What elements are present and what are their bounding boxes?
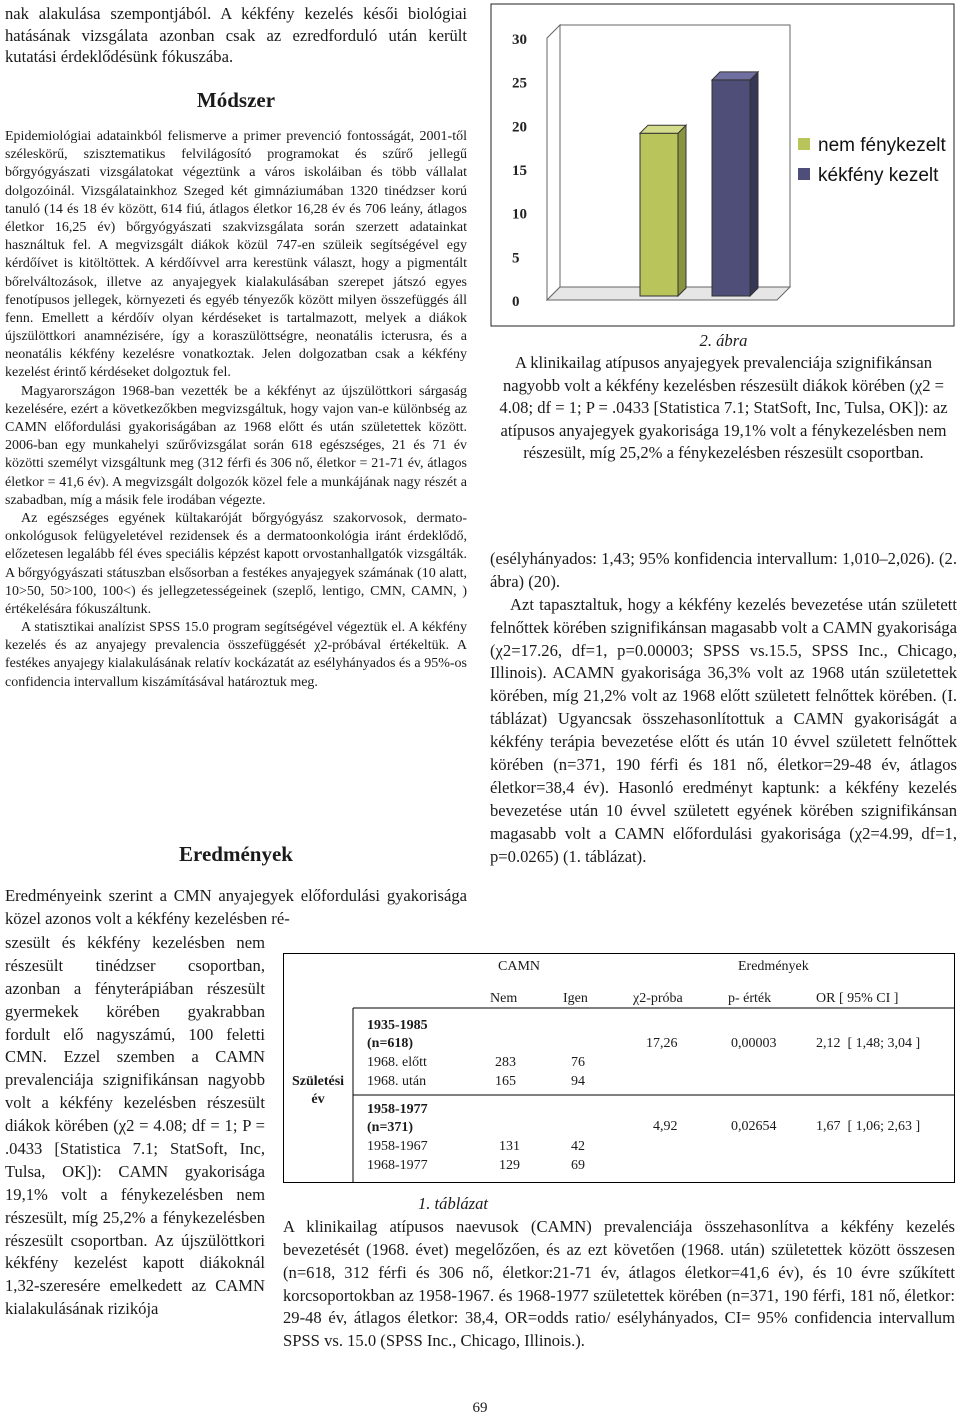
group2-or: 1,67 [ 1,06; 2,63 ] <box>816 1119 921 1134</box>
bar-kekfeny-kezelt <box>712 80 750 296</box>
figure-caption-text: A klinikailag atípusos anyajegyek prevalenciája szignifikánsan nagyobb volt a kékfény kezelésben részesült diákok körében (χ2 = 4.08; df = 1; P = .0433 [Statistica 7.1; StatSoft, Inc, Tulsa, OK]): az atípusos anyajegyek gyakorisága 19,1% volt a fénykezelésben nem részesült, míg 25,2% a fénykezelésben részesült csoportban. <box>499 353 948 462</box>
methods-heading: Módszer <box>196 88 276 112</box>
bar-top-kekfeny-kezelt <box>712 72 758 80</box>
y-tick-label: 25 <box>512 75 527 92</box>
chart-svg <box>490 3 955 327</box>
bar-side-kekfeny-kezelt <box>750 72 758 296</box>
group2-chi: 4,92 <box>653 1119 678 1134</box>
methods-paragraph-4: A statisztikai analízist SPSS 15.0 program segítségével végeztük el. A kékfény kezelés és az anyajegy prevalencia összefüggését χ2-próbával értékeltük. A festékes anyajegy kialakulásának relatív kockázatát az esélyhányados és a 95%-os confidencia intervallum kiszámításával határoztuk meg. <box>5 620 467 690</box>
group2-row1-nem: 131 <box>499 1139 520 1154</box>
figure-caption-label: 2. ábra <box>699 331 748 350</box>
table-caption <box>283 1193 955 1353</box>
right-paragraph-1: (esélyhányados: 1,43; 95% konfidencia intervallum: 1,010–2,026). (2. ábra) (20). <box>490 549 957 591</box>
methods-section <box>5 128 467 692</box>
legend-swatch <box>798 168 810 180</box>
group1-row1-igen: 76 <box>571 1055 585 1070</box>
results-table <box>283 953 955 1183</box>
legend-label: nem fénykezelt <box>818 135 946 156</box>
group1-or: 2,12 [ 1,48; 3,04 ] <box>816 1036 921 1051</box>
group2-row1-label: 1958-1967 <box>367 1139 428 1154</box>
y-tick-label: 20 <box>512 119 527 136</box>
group1-p: 0,00003 <box>731 1036 777 1051</box>
y-tick-label: 10 <box>512 206 527 223</box>
y-tick-label: 30 <box>512 32 527 48</box>
group1-row1-label: 1968. előtt <box>367 1055 427 1070</box>
legend-label: kékfény kezelt <box>818 165 939 186</box>
figure-caption <box>490 330 957 464</box>
intro-text: nak alakulása szempontjából. A kékfény kezelés késői biológiai hatásának vizsgálata azonban csak az ezredforduló után került kutatási érdeklődésünk fókuszába. <box>5 4 467 67</box>
results-narrow-text: szesült és kékfény kezelésben nem részesült tinédzser csoportban, azonban a fényterápiában részesült gyermekek körében gyakrabban fordult elő nagyszámú, 100 feletti CMN. Ezzel szemben a CAMN prevalenciája szignifikánsan nagyobb volt a kékfény kezelésben részesült diákok körében (χ2 = 4.08; df = 1; P = .0433 [Statistica 7.1; StatSoft, Inc, Tulsa, OK]): CAMN gyakorisága 19,1% volt a fénykezelésben nem részesült, míg 25,2% a fénykezelésben részesült csoportban. Az újszülöttkori kékfény kezelést kapott diákoknál 1,32-szeresére emelkedett az CAMN kialakulásának rizikója <box>5 933 265 1319</box>
results-intro-section <box>5 884 467 930</box>
results-intro-text: Eredményeink szerint a CMN anyajegyek előfordulási gyakorisága közel azonos volt a kékfény kezelésben ré- <box>5 886 467 929</box>
group1-row2-nem: 165 <box>495 1074 516 1089</box>
methods-paragraph-2: Magyarországon 1968-ban vezették be a kékfényt az újszülöttkori sárgaság kezelésére, ezért a következőkben megvizsgáltuk, hogy vajon van-e különbség az CAMN előfordulási gyakoriságában az 1968 előtt és után születettek között. 2006-ban egy munkahelyi szűrővizsgálat során 618 egészséges, 21 és 71 év közötti személyt vizsgáltunk meg (312 férfi és 306 nő, életkor = 21-71 év, átlagos életkor = 41,6 év). A megvizsgált dolgozók közel fele a munkájának nagy részét a szabadban, míg a másik fele irodában végezte. <box>5 383 467 508</box>
results-narrow-section <box>5 932 265 1321</box>
table-col-igen: Igen <box>563 991 588 1006</box>
group2-row2-nem: 129 <box>499 1158 520 1173</box>
table-header-camn: CAMN <box>498 959 541 974</box>
right-paragraph-2: Azt tapasztaltuk, hogy a kékfény kezelés bevezetése után született felnőttek körében szignifikánsan magasabb volt a CAMN gyakorisága (χ2=17.26, df=1, p=0.00003; SPSS vs.15.5, SPSS Inc., Chicago, Illinois). ACAMN gyakorisága 36,3% volt az 1968 után születettek körében, míg 21,2% volt az 1968 előtt született felnőttek körében. (I. táblázat) Ugyancsak összehasonlítottuk a CAMN gyakoriságát a kékfény terápia bevezetése előtt és után 10 évvel született felnőttek körében (n=371, 190 férfi és 181 nő, életkor=29-48 év, átlagos életkor=38,4 év). Hasonló eredményt kaptunk: a kékfény kezelés bevezetése után 10 évvel született egyének körében szignifikánsan magasabb volt a CAMN előfordulási gyakorisága (χ2=4.99, df=1, p=0.0265) (1. táblázat). <box>490 594 957 866</box>
table-caption-text: A klinikailag atípusos naevusok (CAMN) prevalenciája összehasonlítva a kékfény kezelés bevezetését (1968. évet) megelőzően, és az ezt követően (1968. után) születettek között összesen (n=618, 312 férfi és 306 nő, életkor:21-71 év, átlagos életkor=41,6 év), és 10 évre szűkített korcsoportokban az 1958-1967. és 1968-1977 születettek körében (n=371, 190 férfi, 181 nő, életkor: 29-48 év, átlagos életkor: 38,4, OR=odds ratio/ esélyhányados, CI= 95% confidencia intervallum SPSS vs. 15.0 (SPSS Inc., Chicago, Illinois.). <box>283 1216 955 1351</box>
group2-row2-igen: 69 <box>571 1158 585 1173</box>
table-col-chi: χ2-próba <box>633 991 683 1006</box>
group1-chi: 17,26 <box>646 1036 678 1051</box>
intro-paragraph <box>5 3 467 68</box>
bar-top-nem-fenykezelt <box>640 125 686 133</box>
group2-row2-label: 1968-1977 <box>367 1158 428 1173</box>
group2-row1-igen: 42 <box>571 1139 585 1154</box>
table-col-nem: Nem <box>490 991 518 1006</box>
results-heading: Eredmények <box>179 842 293 866</box>
group1-row1-nem: 283 <box>495 1055 516 1070</box>
group2-title: 1958-1977 (n=371) <box>367 1102 428 1136</box>
methods-paragraph-3: Az egészséges egyének kültakaróját bőrgyógyász szakorvosok, dermato-onkológusok felügyeletével rezidensek és a dermatoonkológia iránt érdeklődő, előzetesen legalább fél éves speciális képzést kapott orvostanhallgatók vizsgálták. A bőrgyógyászati státuszban elsősorban a festékes anyajegyek számának (10 alatt, 10>50, 50>100, 100<) és jellegzetességeinek (szeplő, lentigo, CMN, CAMN, ) értékelésára fókuszáltunk. <box>5 510 467 617</box>
group1-title: 1935-1985 (n=618) <box>367 1018 428 1052</box>
table-col-p: p- érték <box>728 991 772 1006</box>
chart-side-wall <box>547 25 560 300</box>
legend-swatch <box>798 138 810 150</box>
group1-row2-label: 1968. után <box>367 1074 427 1089</box>
group1-row2-igen: 94 <box>571 1074 585 1089</box>
y-tick-label: 0 <box>512 294 520 310</box>
methods-paragraph-1: Epidemiológiai adatainkból felismerve a primer prevenció fontosságát, 2001-től széleskörű, szisztematikus felvilágosító programokat és szűrő jellegű bőrgyógyászati vizsgálatokat végeztünk a város iskoláiban és több vállalat dolgozóinál. Vizsgálatainkhoz Szeged két gimnáziumában 1320 tinédzser korú tanuló (14 és 18 év között, 614 fiú, átlagos életkor 16,28 év és 706 leány, átlagos életkor 16,25 év) bőrgyógyászati szakvizsgálata során szerzett adatainkat használtuk fel. A megvizsgált diákok közül 747-en szüleik segítségével egy kérdőívet is kitöltöttek. A kérdőívvel arra kerestünk választ, hogy a pigmentált bőrelváltozások, illetve az anyajegyek kialakulásában szerepet játszó egyes fenotípusos jellegek, környezeti és egyéb tényezők között milyen összefüggés áll fenn. Emellett a kérdőív olyan kérdéseket is tartalmazott, melyek a diákok újszülöttkori anamnézisére, így a koraszülöttségre, neonatális icterusra, és a neonatális kékfény kezelésre vonatkoztak. Jelen dolgozatban csak a kékfény kezelést érintő kérdéseket dolgoztuk fel. <box>5 129 467 381</box>
bar-chart <box>490 3 955 327</box>
table-col-or: OR [ 95% CI ] <box>816 991 899 1006</box>
table-row-label: Születési év <box>291 1074 345 1108</box>
bar-nem-fenykezelt <box>640 133 678 296</box>
table-caption-label: 1. táblázat <box>417 1194 489 1213</box>
y-tick-label: 15 <box>512 163 527 179</box>
group2-p: 0,02654 <box>731 1119 777 1134</box>
page-number: 69 <box>472 1400 488 1416</box>
right-column-text <box>490 548 957 868</box>
bar-side-nem-fenykezelt <box>678 125 686 296</box>
table-header-results: Eredmények <box>738 959 809 974</box>
y-tick-label: 5 <box>512 250 520 267</box>
